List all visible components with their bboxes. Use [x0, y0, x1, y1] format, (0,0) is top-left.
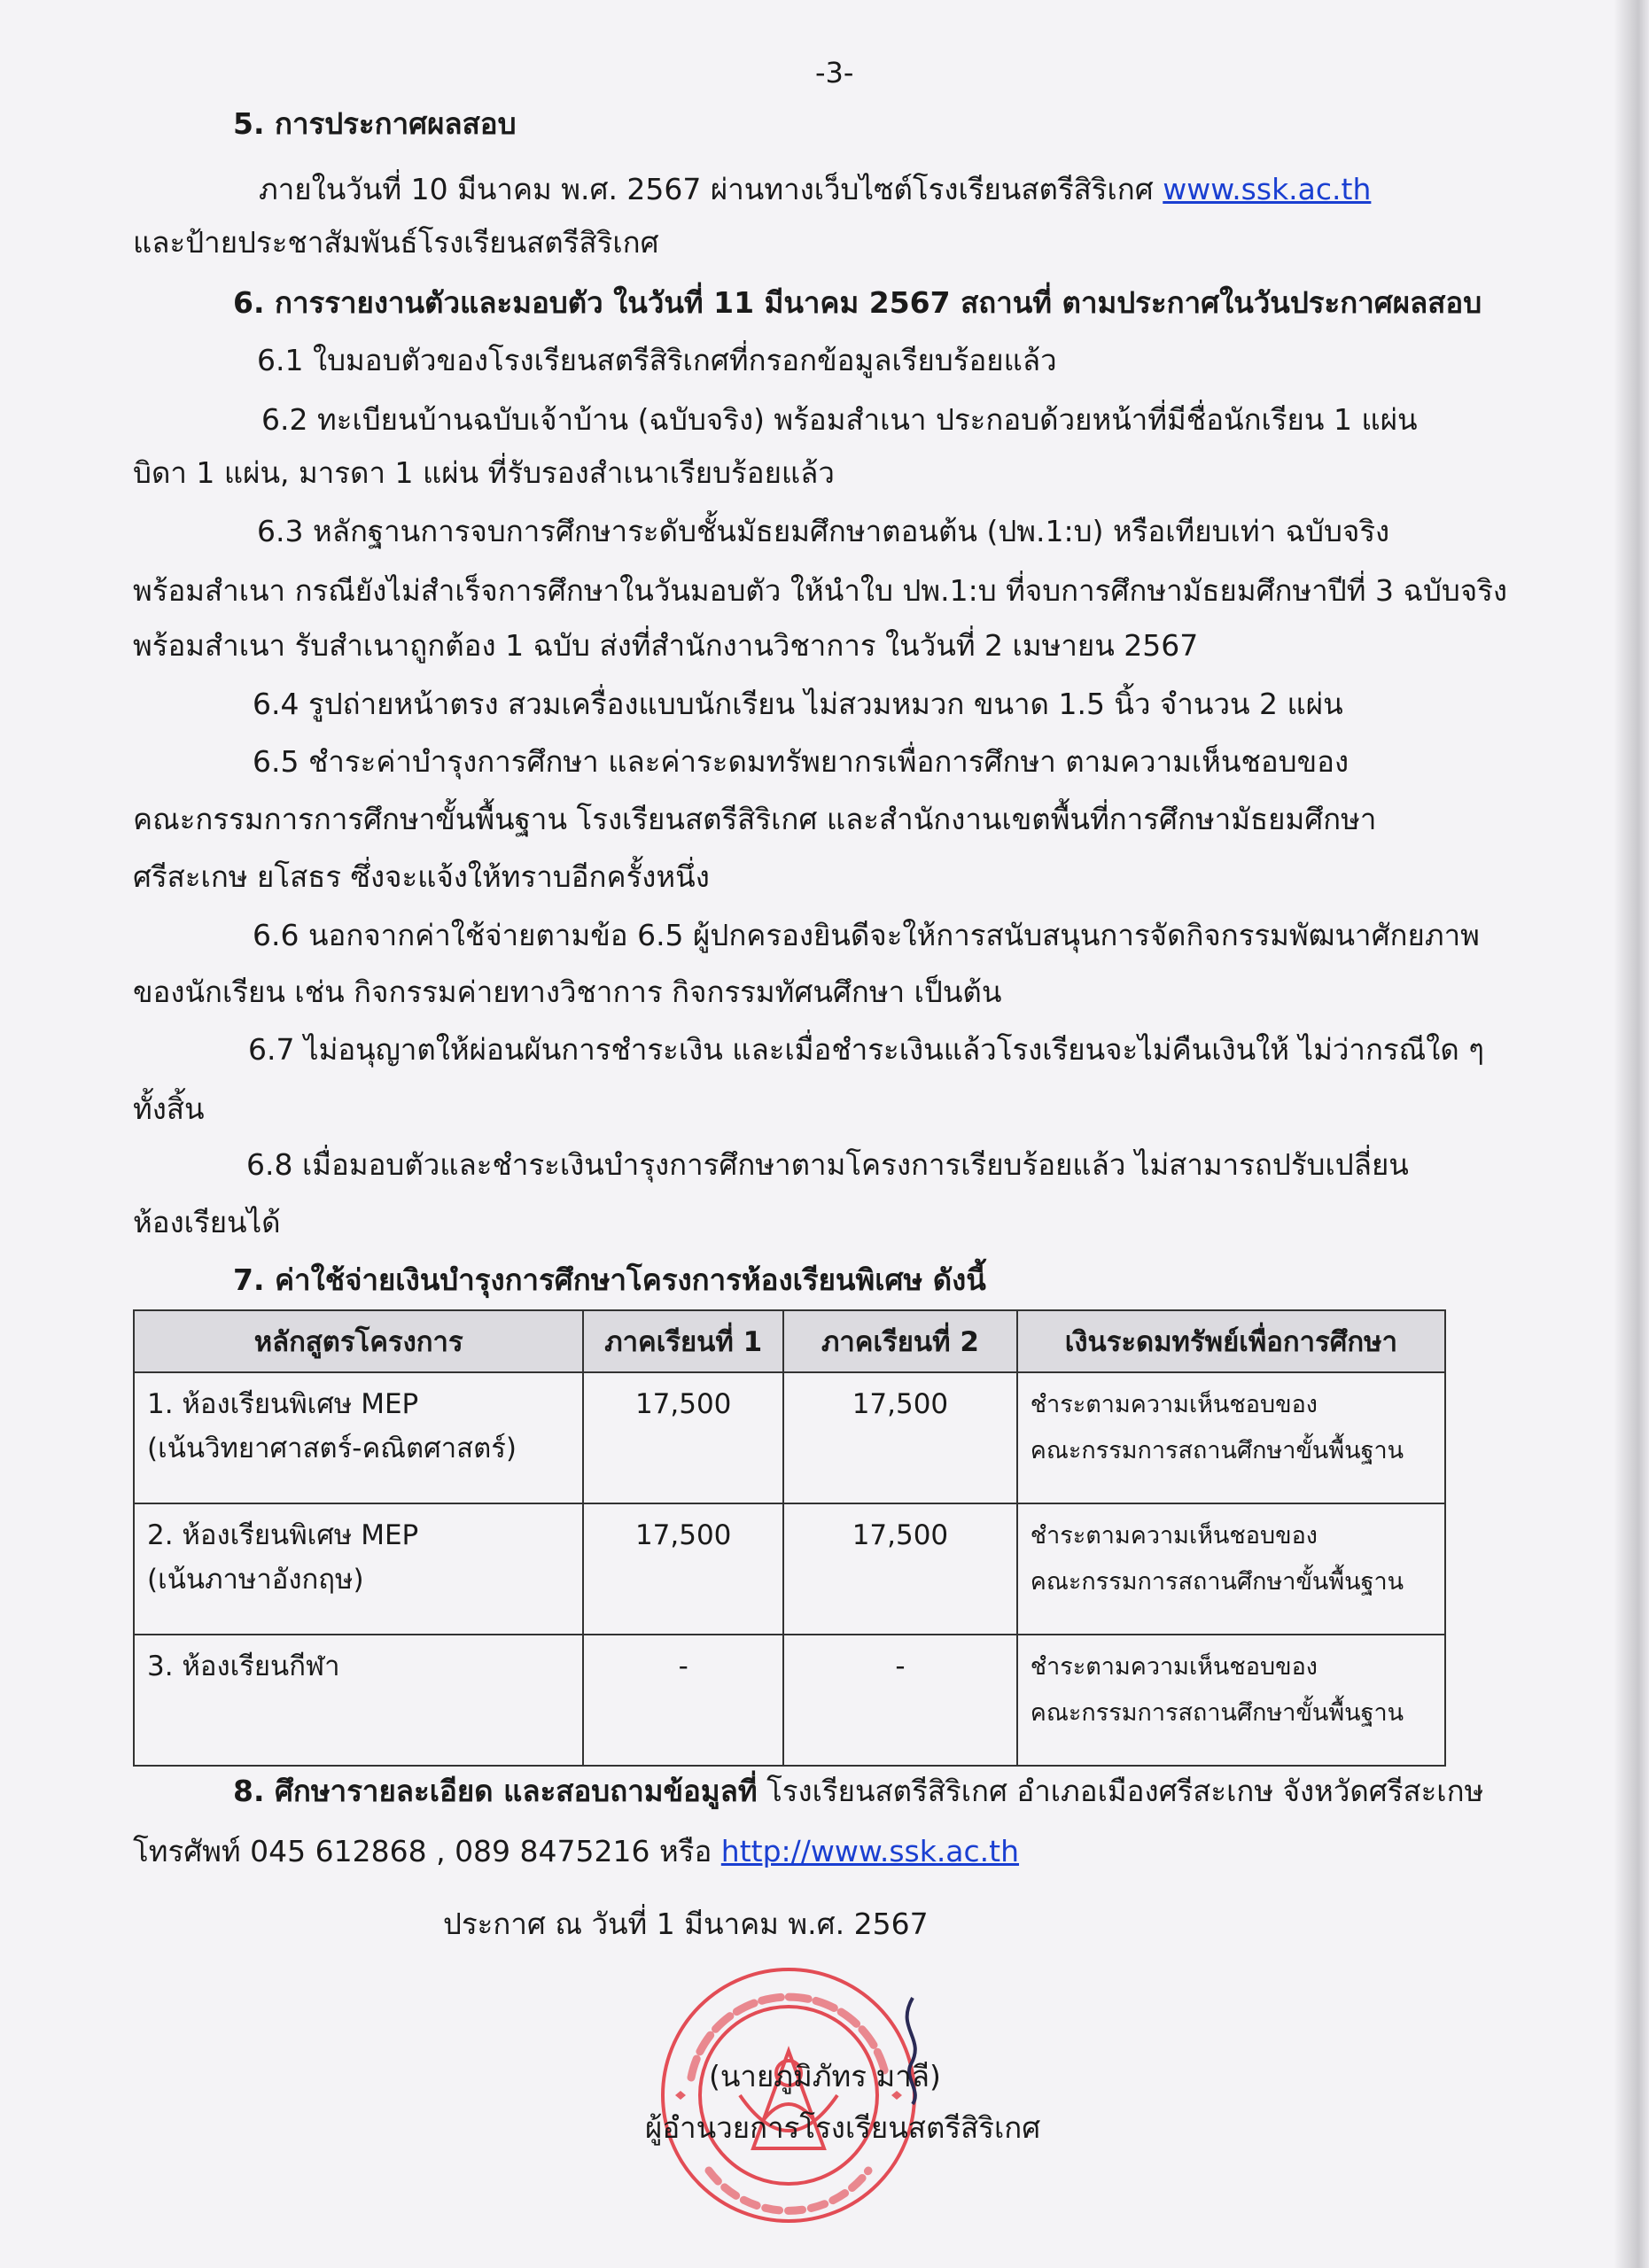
column-header: เงินระดมทรัพย์เพื่อการศึกษา [1017, 1310, 1445, 1372]
fees-table [133, 1309, 1446, 1767]
section-7-heading: 7. ค่าใช้จ่ายเงินบำรุงการศึกษาโครงการห้องเรียนพิเศษ ดังนี้ [233, 1262, 986, 1297]
fund-cell [1017, 1372, 1445, 1503]
course-cell [134, 1503, 583, 1635]
table-row [134, 1635, 1445, 1766]
term1-fee: 17,500 [583, 1503, 783, 1635]
fund-line2: คณะกรรมการสถานศึกษาขั้นพื้นฐาน [1030, 1699, 1404, 1727]
page-number: -3- [815, 56, 854, 89]
term2-fee: 17,500 [783, 1372, 1017, 1503]
item-6-3-line3: พร้อมสำเนา รับสำเนาถูกต้อง 1 ฉบับ ส่งที่สำนักงานวิชาการ ในวันที่ 2 เมษายน 2567 [133, 628, 1199, 663]
item-6-8-line1: 6.8 เมื่อมอบตัวและชำระเงินบำรุงการศึกษาตามโครงการเรียบร้อยแล้ว ไม่สามารถปรับเปลี่ยน [246, 1147, 1409, 1182]
fund-line2: คณะกรรมการสถานศึกษาขั้นพื้นฐาน [1030, 1568, 1404, 1596]
website-link[interactable]: www.ssk.ac.th [1163, 172, 1372, 206]
course-focus: (เน้นวิทยาศาสตร์-คณิตศาสตร์) [147, 1433, 517, 1464]
phone-text: โทรศัพท์ 045 612868 , 089 8475216 หรือ [133, 1834, 721, 1868]
section-5-line2: และป้ายประชาสัมพันธ์โรงเรียนสตรีสิริเกศ [133, 225, 659, 260]
column-header: หลักสูตรโครงการ [134, 1310, 583, 1372]
item-6-5-line3: ศรีสะเกษ ยโสธร ซึ่งจะแจ้งให้ทราบอีกครั้งหนึ่ง [133, 859, 710, 894]
table-row [134, 1372, 1445, 1503]
item-6-1: 6.1 ใบมอบตัวของโรงเรียนสตรีสิริเกศที่กรอกข้อมูลเรียบร้อยแล้ว [257, 343, 1057, 377]
item-6-5-line1: 6.5 ชำระค่าบำรุงการศึกษา และค่าระดมทรัพยากรเพื่อการศึกษา ตามความเห็นชอบของ [253, 744, 1350, 779]
item-6-2-line2: บิดา 1 แผ่น, มารดา 1 แผ่น ที่รับรองสำเนาเรียบร้อยแล้ว [133, 455, 835, 490]
item-6-7-line1: 6.7 ไม่อนุญาตให้ผ่อนผันการชำระเงิน และเมื่อชำระเงินแล้วโรงเรียนจะไม่คืนเงินให้ ไม่ว่ากรณีใด ๆ [248, 1032, 1485, 1067]
course-cell [134, 1635, 583, 1766]
section-8-text: โรงเรียนสตรีสิริเกศ อำเภอเมืองศรีสะเกษ จังหวัดศรีสะเกษ [757, 1774, 1484, 1808]
item-6-4: 6.4 รูปถ่ายหน้าตรง สวมเครื่องแบบนักเรียน ไม่สวมหมวก ขนาด 1.5 นิ้ว จำนวน 2 แผ่น [253, 687, 1343, 721]
fund-line1: ชำระตามความเห็นชอบของ [1030, 1391, 1318, 1418]
item-6-6-line2: ของนักเรียน เช่น กิจกรรมค่ายทางวิชาการ กิจกรรมทัศนศึกษา เป็นต้น [133, 975, 1002, 1009]
course-name: 2. ห้องเรียนพิเศษ MEP [147, 1519, 419, 1551]
section-8-line [233, 1772, 1483, 1811]
fund-cell [1017, 1635, 1445, 1766]
contact-line [133, 1832, 1019, 1871]
column-header: ภาคเรียนที่ 2 [783, 1310, 1017, 1372]
section-5-line [259, 170, 1371, 209]
section-8-heading: 8. ศึกษารายละเอียด และสอบถามข้อมูลที่ [233, 1774, 758, 1808]
announcement-date: ประกาศ ณ วันที่ 1 มีนาคม พ.ศ. 2567 [443, 1907, 929, 1941]
page-edge-shadow [1614, 0, 1649, 2268]
signatory-name: (นายภูมิภัทร มาลี) [709, 2059, 941, 2093]
item-6-5-line2: คณะกรรมการการศึกษาขั้นพื้นฐาน โรงเรียนสตรีสิริเกศ และสำนักงานเขตพื้นที่การศึกษามัธยมศึกษา [133, 802, 1377, 836]
term1-fee: 17,500 [583, 1372, 783, 1503]
term2-fee: 17,500 [783, 1503, 1017, 1635]
fund-line1: ชำระตามความเห็นชอบของ [1030, 1653, 1318, 1681]
section-6-heading: 6. การรายงานตัวและมอบตัว ในวันที่ 11 มีนาคม 2567 สถานที่ ตามประกาศในวันประกาศผลสอบ [233, 285, 1482, 320]
course-name: 3. ห้องเรียนกีฬา [147, 1651, 340, 1682]
course-focus: (เน้นภาษาอังกฤษ) [147, 1564, 364, 1596]
signatory-position: ผู้อำนวยการโรงเรียนสตรีสิริเกศ [645, 2110, 1041, 2145]
item-6-2-line1: 6.2 ทะเบียนบ้านฉบับเจ้าบ้าน (ฉบับจริง) พร้อมสำเนา ประกอบด้วยหน้าที่มีชื่อนักเรียน 1 แผ่น [261, 402, 1418, 437]
fund-cell [1017, 1503, 1445, 1635]
contact-website-link[interactable]: http://www.ssk.ac.th [720, 1834, 1020, 1868]
table-header-row [134, 1310, 1445, 1372]
section-5-text: ภายในวันที่ 10 มีนาคม พ.ศ. 2567 ผ่านทางเว็บไซต์โรงเรียนสตรีสิริเกศ [259, 172, 1154, 206]
item-6-7-line2: ทั้งสิ้น [133, 1091, 205, 1126]
item-6-3-line1: 6.3 หลักฐานการจบการศึกษาระดับชั้นมัธยมศึกษาตอนต้น (ปพ.1:บ) หรือเทียบเท่า ฉบับจริง [257, 514, 1390, 548]
item-6-8-line2: ห้องเรียนได้ [133, 1205, 281, 1239]
course-cell [134, 1372, 583, 1503]
item-6-6-line1: 6.6 นอกจากค่าใช้จ่ายตามข้อ 6.5 ผู้ปกครองยินดีจะให้การสนับสนุนการจัดกิจกรรมพัฒนาศักยภาพ [253, 918, 1480, 952]
course-name: 1. ห้องเรียนพิเศษ MEP [147, 1388, 419, 1420]
section-5-heading: 5. การประกาศผลสอบ [233, 106, 517, 141]
term1-fee: - [583, 1635, 783, 1766]
column-header: ภาคเรียนที่ 1 [583, 1310, 783, 1372]
term2-fee: - [783, 1635, 1017, 1766]
table-row [134, 1503, 1445, 1635]
fund-line2: คณะกรรมการสถานศึกษาขั้นพื้นฐาน [1030, 1437, 1404, 1464]
fund-line1: ชำระตามความเห็นชอบของ [1030, 1522, 1318, 1550]
item-6-3-line2: พร้อมสำเนา กรณียังไม่สำเร็จการศึกษาในวันมอบตัว ให้นำใบ ปพ.1:บ ที่จบการศึกษามัธยมศึกษาปีที่ 3 ฉบับจริง [133, 573, 1508, 608]
